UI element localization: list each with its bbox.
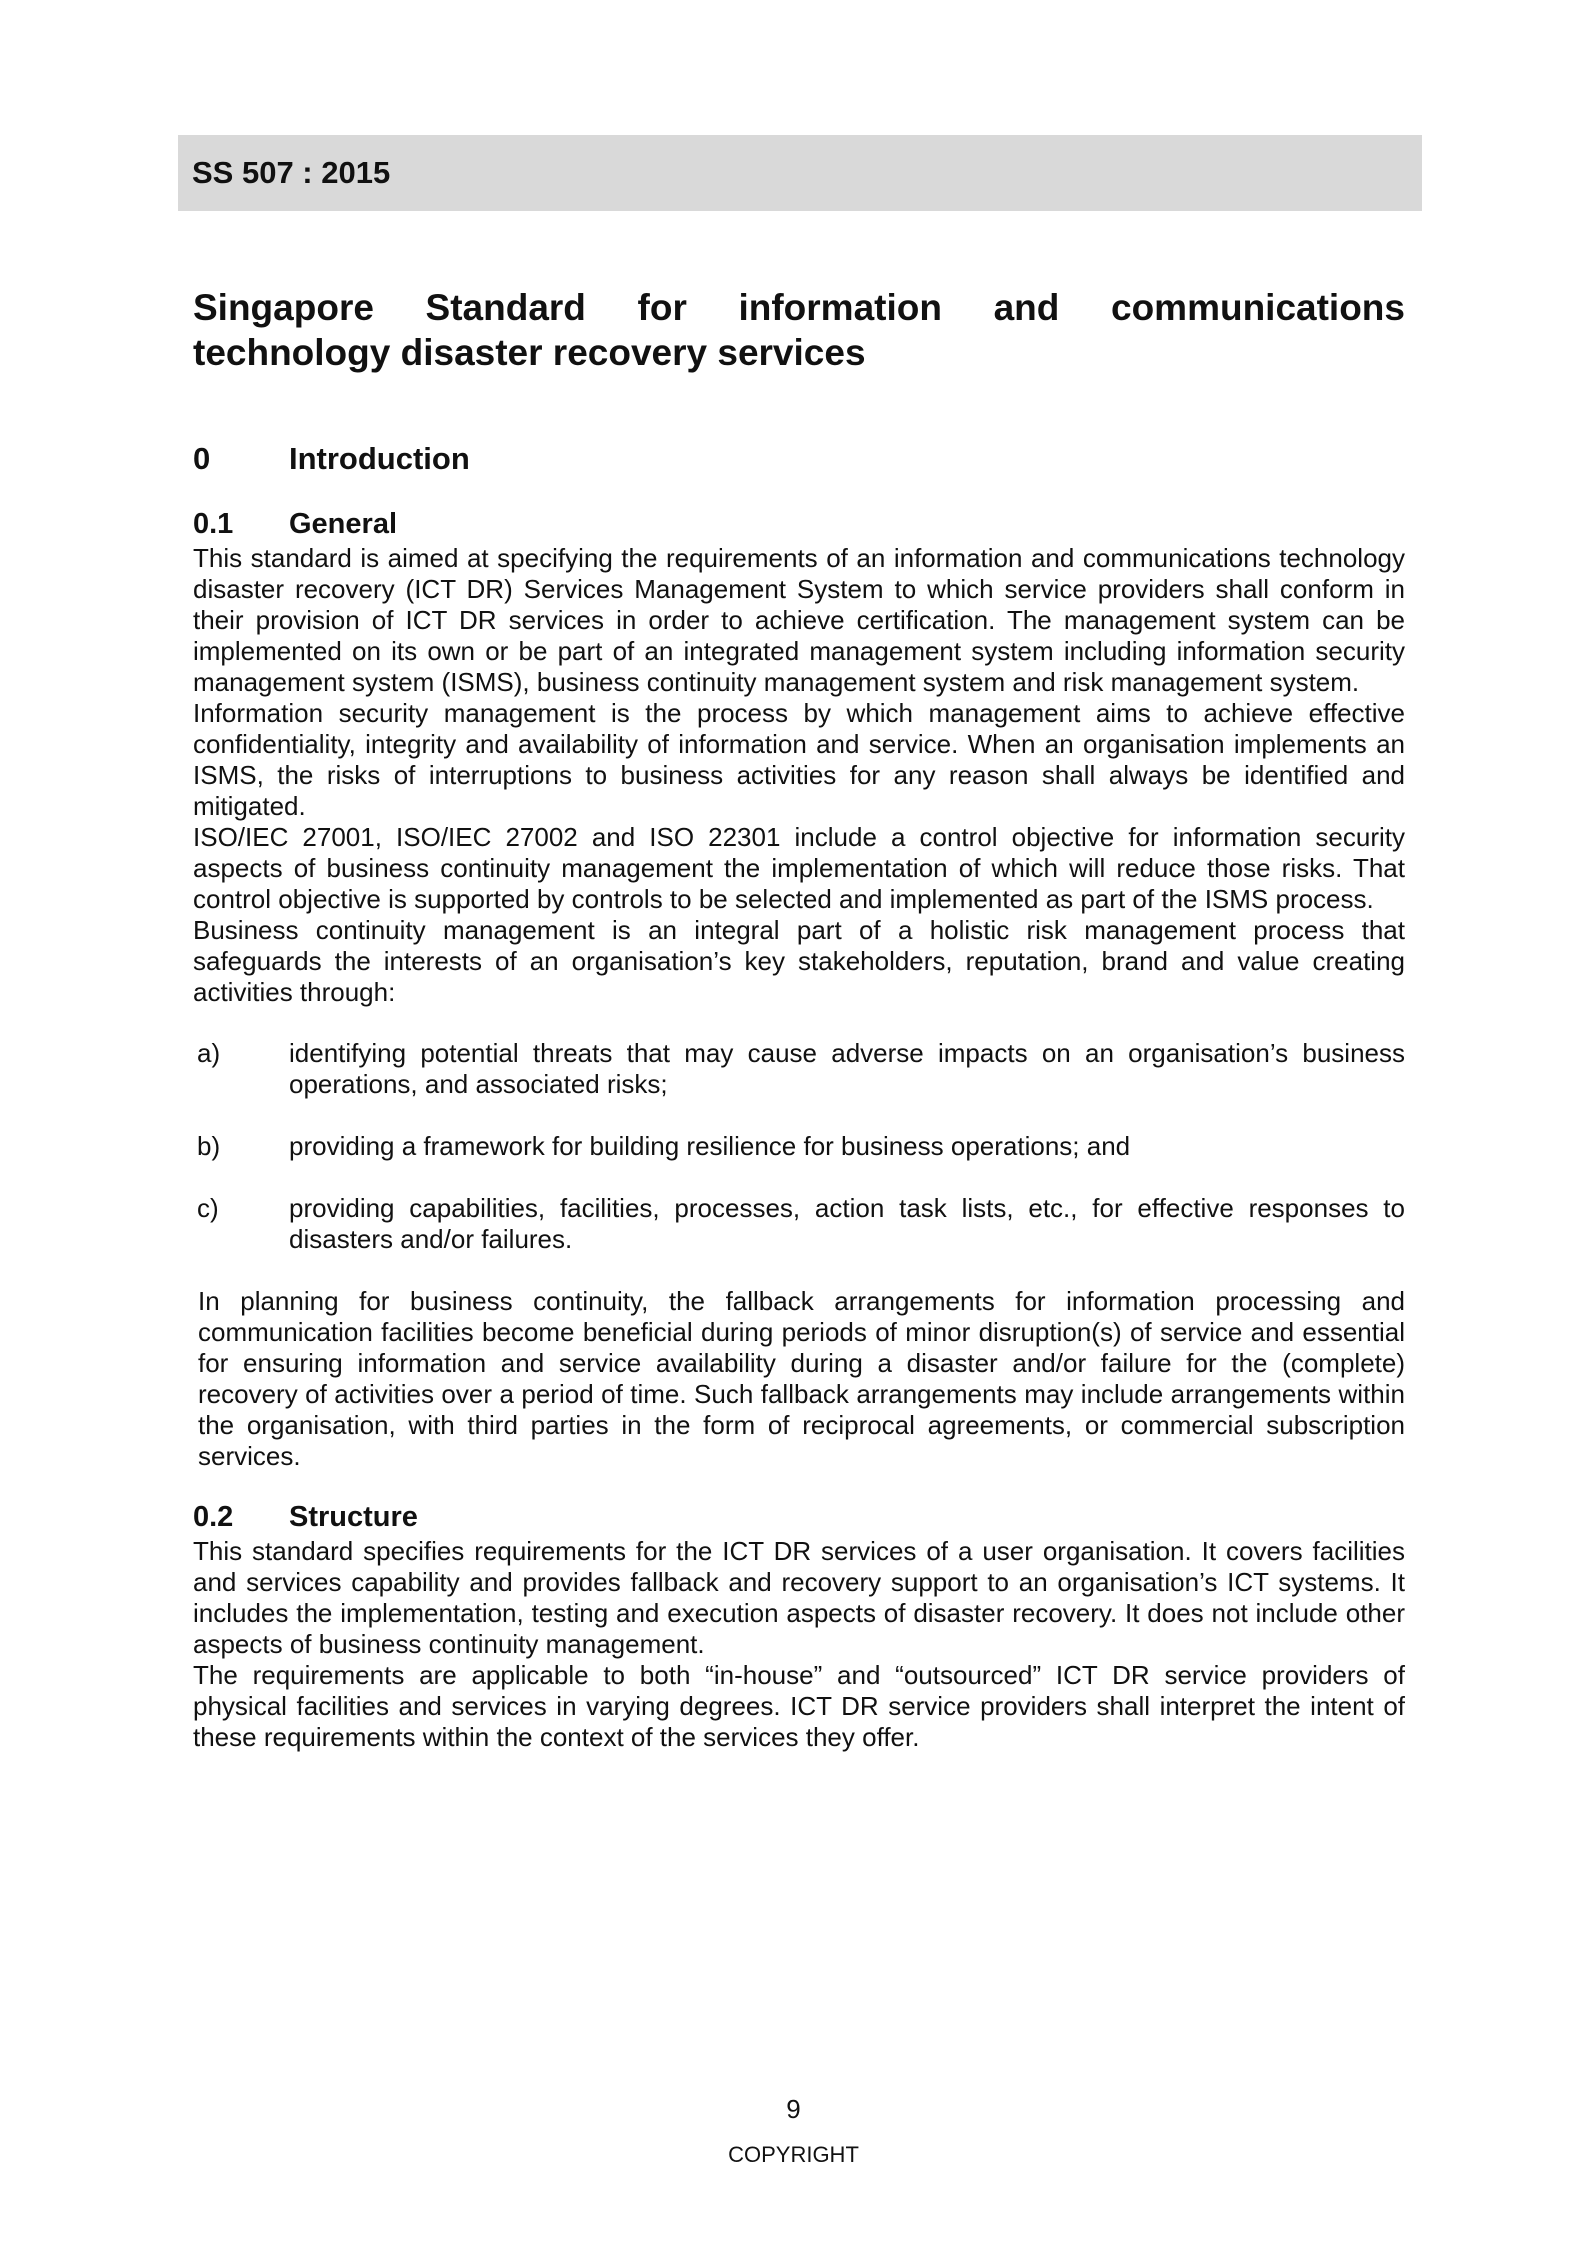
list-item	[193, 1193, 1405, 1255]
page-number: 9	[786, 2094, 801, 2124]
list	[193, 1038, 1405, 1255]
list-item	[193, 1038, 1405, 1100]
paragraph: This standard specifies requirements for the ICT DR services of a user organisation. It covers facilities and services capability and provides fallback and recovery support to an organisation’s ICT systems. It includes the implementation, testing and execution aspects of disaster recovery. It does not include other aspects of business continuity management.	[193, 1536, 1405, 1659]
document-body	[193, 285, 1405, 1753]
paragraph: Information security management is the process by which management aims to achieve effective confidentiality, integrity and availability of information and service. When an organisation implements an ISMS, the risks of interruptions to business activities for any reason shall always be identified and mitigated.	[193, 698, 1405, 821]
list-marker: b)	[197, 1131, 221, 1161]
paragraph: The requirements are applicable to both “in-house” and “outsourced” ICT DR service providers of physical facilities and services in varying degrees. ICT DR service providers shall interpret the intent of these requirements within the context of the services they offer.	[193, 1660, 1405, 1752]
section-number: 0.1	[193, 508, 234, 540]
section-heading-introduction	[193, 439, 1405, 479]
standard-id: SS 507 : 2015	[192, 155, 391, 190]
paragraph: This standard is aimed at specifying the requirements of an information and communications technology disaster recovery (ICT DR) Services Management System to which service providers shall conform in their provision of ICT DR services in order to achieve certification. The management system can be implemented on its own or be part of an integrated management system including information security management system (ISMS), business continuity management system and risk management system.	[193, 543, 1405, 697]
section-heading-general	[193, 505, 1405, 543]
paragraph: ISO/IEC 27001, ISO/IEC 27002 and ISO 22301 include a control objective for information security aspects of business continuity management the implementation of which will reduce those risks. That control objective is supported by controls to be selected and implemented as part of the ISMS process.	[193, 822, 1405, 914]
section-title: Structure	[289, 1501, 418, 1533]
list-marker: a)	[197, 1038, 221, 1068]
list-item	[193, 1131, 1405, 1162]
list-marker: c)	[197, 1193, 219, 1223]
list-item-text: providing a framework for building resilience for business operations; and	[289, 1131, 1131, 1161]
section-heading-structure	[193, 1498, 1405, 1536]
section-title: Introduction	[289, 441, 470, 476]
section-number: 0.2	[193, 1501, 234, 1533]
list-item-text: providing capabilities, facilities, processes, action task lists, etc., for effective responses to disasters and/or failures.	[289, 1193, 1405, 1254]
paragraph: In planning for business continuity, the fallback arrangements for information processing and communication facilities become beneficial during periods of minor disruption(s) of service and essential for ensuring information and service availability during a disaster and/or failure for the (complete) recovery of activities over a period of time. Such fallback arrangements may include arrangements within the organisation, with third parties in the form of reciprocal agreements, or commercial subscription services.	[198, 1286, 1405, 1471]
section-title: General	[289, 508, 397, 540]
paragraph: Business continuity management is an integral part of a holistic risk management process that safeguards the interests of an organisation’s key stakeholders, reputation, brand and value creating activities through:	[193, 915, 1405, 1007]
section-number: 0	[193, 441, 211, 476]
header-band	[178, 135, 1422, 211]
copyright-notice: COPYRIGHT	[728, 2142, 859, 2167]
list-item-text: identifying potential threats that may cause adverse impacts on an organisation’s business operations, and associated risks;	[289, 1038, 1405, 1099]
document-title: Singapore Standard for information and communications technology disaster recovery services	[193, 287, 1405, 373]
